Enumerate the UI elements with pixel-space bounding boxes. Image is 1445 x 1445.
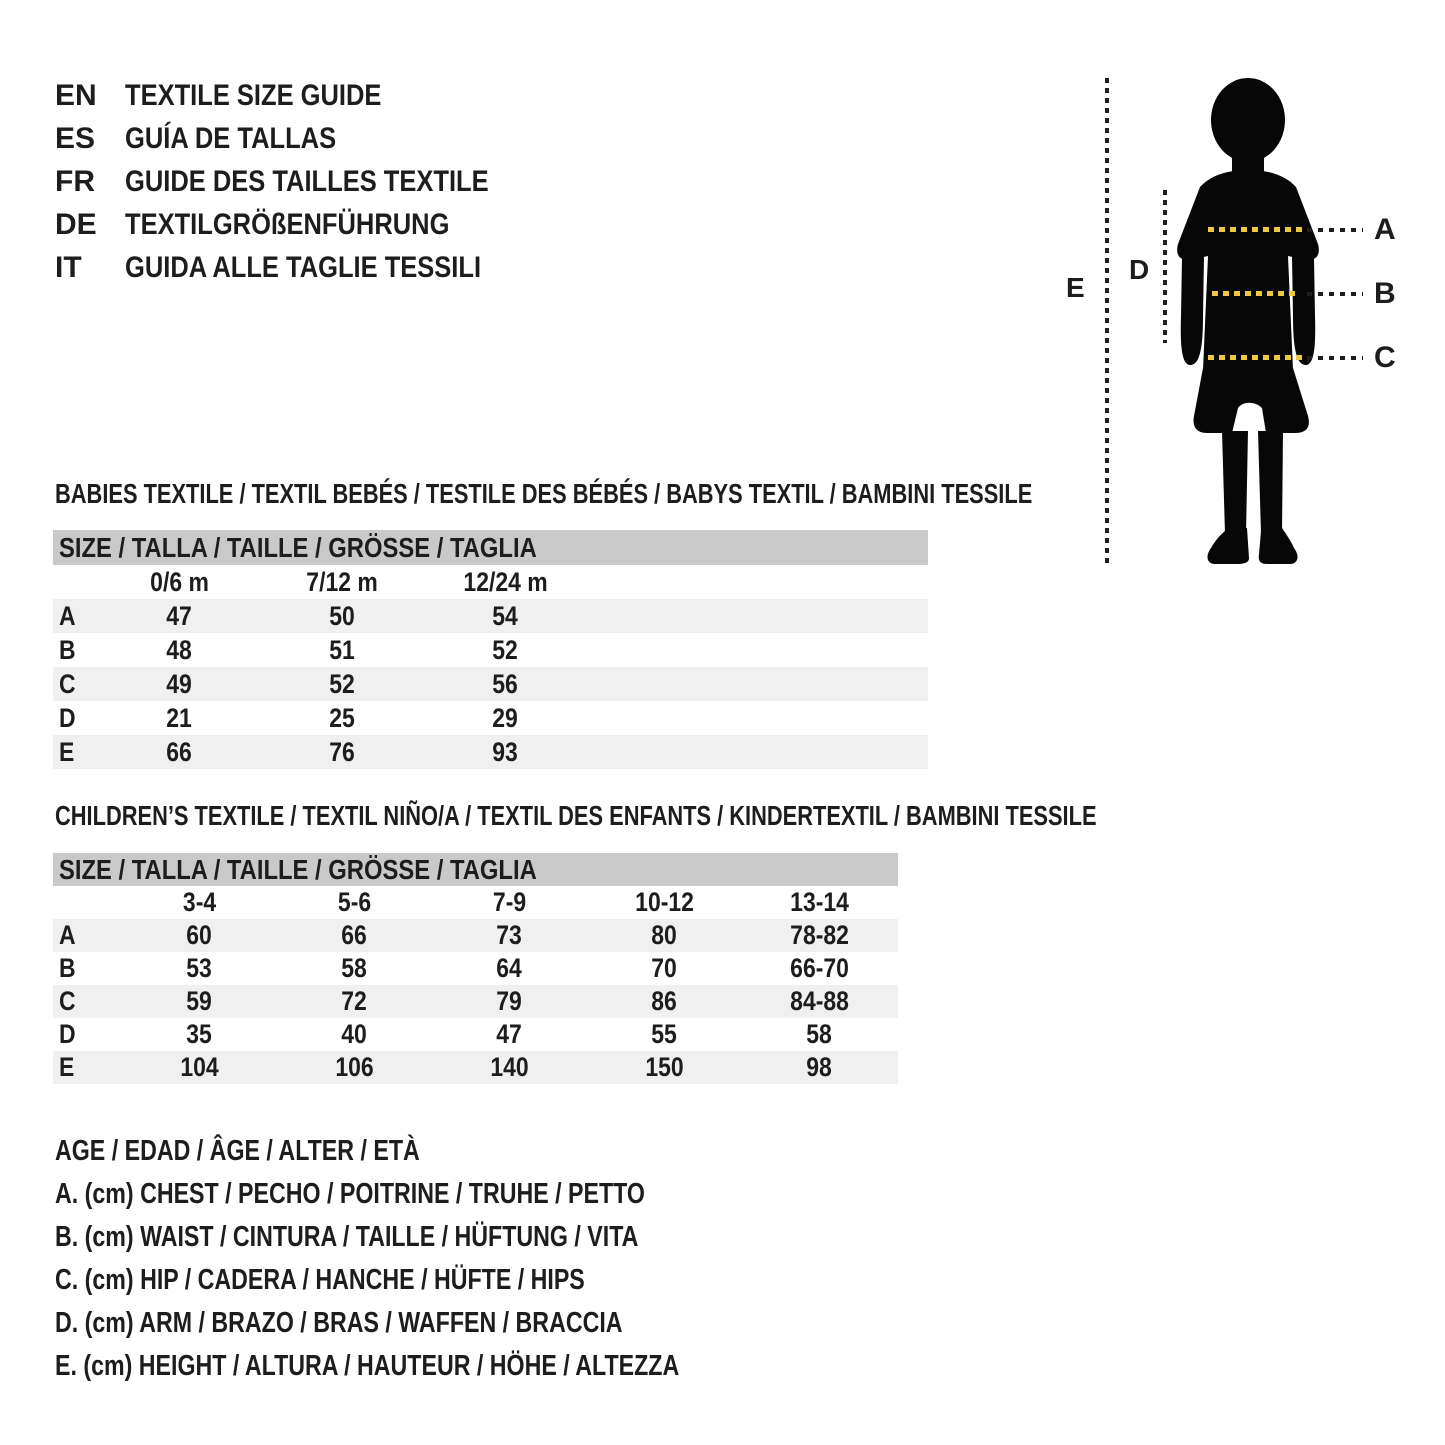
legend-arm: D. (cm) ARM / BRAZO / BRAS / WAFFEN / BRACCIA [55,1307,623,1339]
language-title: GUIDA ALLE TAGLIE TESSILI [125,250,482,284]
table-row [53,633,928,667]
column-header: 3-4 [182,887,217,917]
language-row-de [55,203,553,246]
cell-value: 78-82 [790,920,849,950]
cell-value: 93 [492,736,519,767]
cell-value: 73 [496,920,523,950]
row-label: C [59,668,76,699]
row-label: B [59,634,76,665]
cell-value: 64 [496,953,523,983]
legend-chest: A. (cm) CHEST / PECHO / POITRINE / TRUHE / PETTO [55,1178,645,1210]
cell-value: 51 [329,634,356,665]
cell-value: 79 [496,986,523,1016]
table-row [53,735,928,769]
cell-value: 49 [166,668,193,699]
cell-value: 58 [806,1019,833,1049]
row-label: B [59,953,76,983]
table-row [53,599,928,633]
arm-measure-line [1163,190,1167,343]
cell-value: 56 [492,668,519,699]
cell-value: 47 [496,1019,523,1049]
cell-value: 35 [186,1019,213,1049]
legend-age: AGE / EDAD / ÂGE / ALTER / ETÀ [55,1135,420,1167]
table-row [53,919,898,952]
cell-value: 55 [651,1019,678,1049]
column-header: 13-14 [790,887,849,917]
children-section-title: CHILDREN’S TEXTILE / TEXTIL NIÑO/A / TEXTIL DES ENFANTS / KINDERTEXTIL / BAMBINI TESSILE [55,800,1097,831]
cell-value: 104 [180,1052,219,1082]
children-size-table [53,853,898,1084]
language-code: IT [55,250,82,284]
language-code: DE [55,207,97,241]
column-header: 0/6 m [150,566,209,597]
cell-value: 53 [186,953,213,983]
chest-line [1208,227,1303,232]
cell-value: 25 [329,702,356,733]
language-title: TEXTILE SIZE GUIDE [125,78,382,112]
cell-value: 70 [651,953,678,983]
cell-value: 98 [806,1052,833,1082]
cell-value: 52 [329,668,356,699]
language-code: EN [55,78,97,112]
chest-label: A [1374,213,1396,246]
cell-value: 40 [341,1019,368,1049]
table-row [53,701,928,735]
language-title: GUIDE DES TAILLES TEXTILE [125,164,489,198]
size-header-bar: SIZE / TALLA / TAILLE / GRÖSSE / TAGLIA [53,530,928,565]
legend-hip: C. (cm) HIP / CADERA / HANCHE / HÜFTE / HIPS [55,1264,585,1296]
waist-label: B [1374,277,1396,310]
language-row-fr [55,160,553,203]
arm-label: D [1129,254,1150,285]
row-label: E [59,736,75,767]
cell-value: 66 [341,920,368,950]
cell-value: 84-88 [790,986,849,1016]
cell-value: 50 [329,600,356,631]
cell-value: 72 [341,986,368,1016]
cell-value: 66 [166,736,193,767]
row-label: D [59,702,76,733]
height-label: E [1066,272,1085,303]
row-label: A [59,920,76,950]
cell-value: 48 [166,634,193,665]
cell-value: 52 [492,634,519,665]
cell-value: 80 [651,920,678,950]
cell-value: 58 [341,953,368,983]
cell-value: 66-70 [790,953,849,983]
cell-value: 60 [186,920,213,950]
hip-label: C [1374,341,1396,374]
size-header-bar: SIZE / TALLA / TAILLE / GRÖSSE / TAGLIA [53,853,898,886]
cell-value: 21 [166,702,193,733]
table-row [53,985,898,1018]
cell-value: 106 [335,1052,374,1082]
table-row [53,952,898,985]
language-row-it [55,246,553,289]
column-header: 7/12 m [306,566,379,597]
table-row [53,1051,898,1084]
row-label: A [59,600,76,631]
language-row-en [55,74,553,117]
language-title: TEXTILGRÖßENFÜHRUNG [125,207,450,241]
cell-value: 140 [490,1052,529,1082]
measurement-legend [55,1137,835,1380]
cell-value: 59 [186,986,213,1016]
column-header-row [53,565,928,599]
waist-line [1212,291,1300,296]
row-label: D [59,1019,76,1049]
row-label: C [59,986,76,1016]
language-title-list [55,74,553,289]
language-code: FR [55,164,95,198]
hip-line [1208,355,1305,360]
column-header: 10-12 [635,887,694,917]
column-header: 12/24 m [463,566,548,597]
cell-value: 54 [492,600,519,631]
babies-section-title: BABIES TEXTILE / TEXTIL BEBÉS / TESTILE DES BÉBÉS / BABYS TEXTIL / BAMBINI TESSILE [55,478,1033,509]
legend-waist: B. (cm) WAIST / CINTURA / TAILLE / HÜFTUNG / VITA [55,1221,639,1253]
hip-line-extension [1307,356,1363,360]
column-header: 7-9 [492,887,527,917]
cell-value: 86 [651,986,678,1016]
chest-line-extension [1307,228,1363,232]
cell-value: 150 [645,1052,684,1082]
cell-value: 76 [329,736,356,767]
language-code: ES [55,121,96,155]
cell-value: 29 [492,702,519,733]
babies-size-table [53,530,928,769]
row-label: E [59,1052,75,1082]
language-title: GUÍA DE TALLAS [125,121,337,155]
legend-height: E. (cm) HEIGHT / ALTURA / HAUTEUR / HÖHE / ALTEZZA [55,1350,680,1382]
column-header: 5-6 [337,887,372,917]
cell-value: 47 [166,600,193,631]
column-header-row [53,886,898,919]
language-row-es [55,117,553,160]
waist-line-extension [1307,292,1363,296]
table-row [53,667,928,701]
table-row [53,1018,898,1051]
